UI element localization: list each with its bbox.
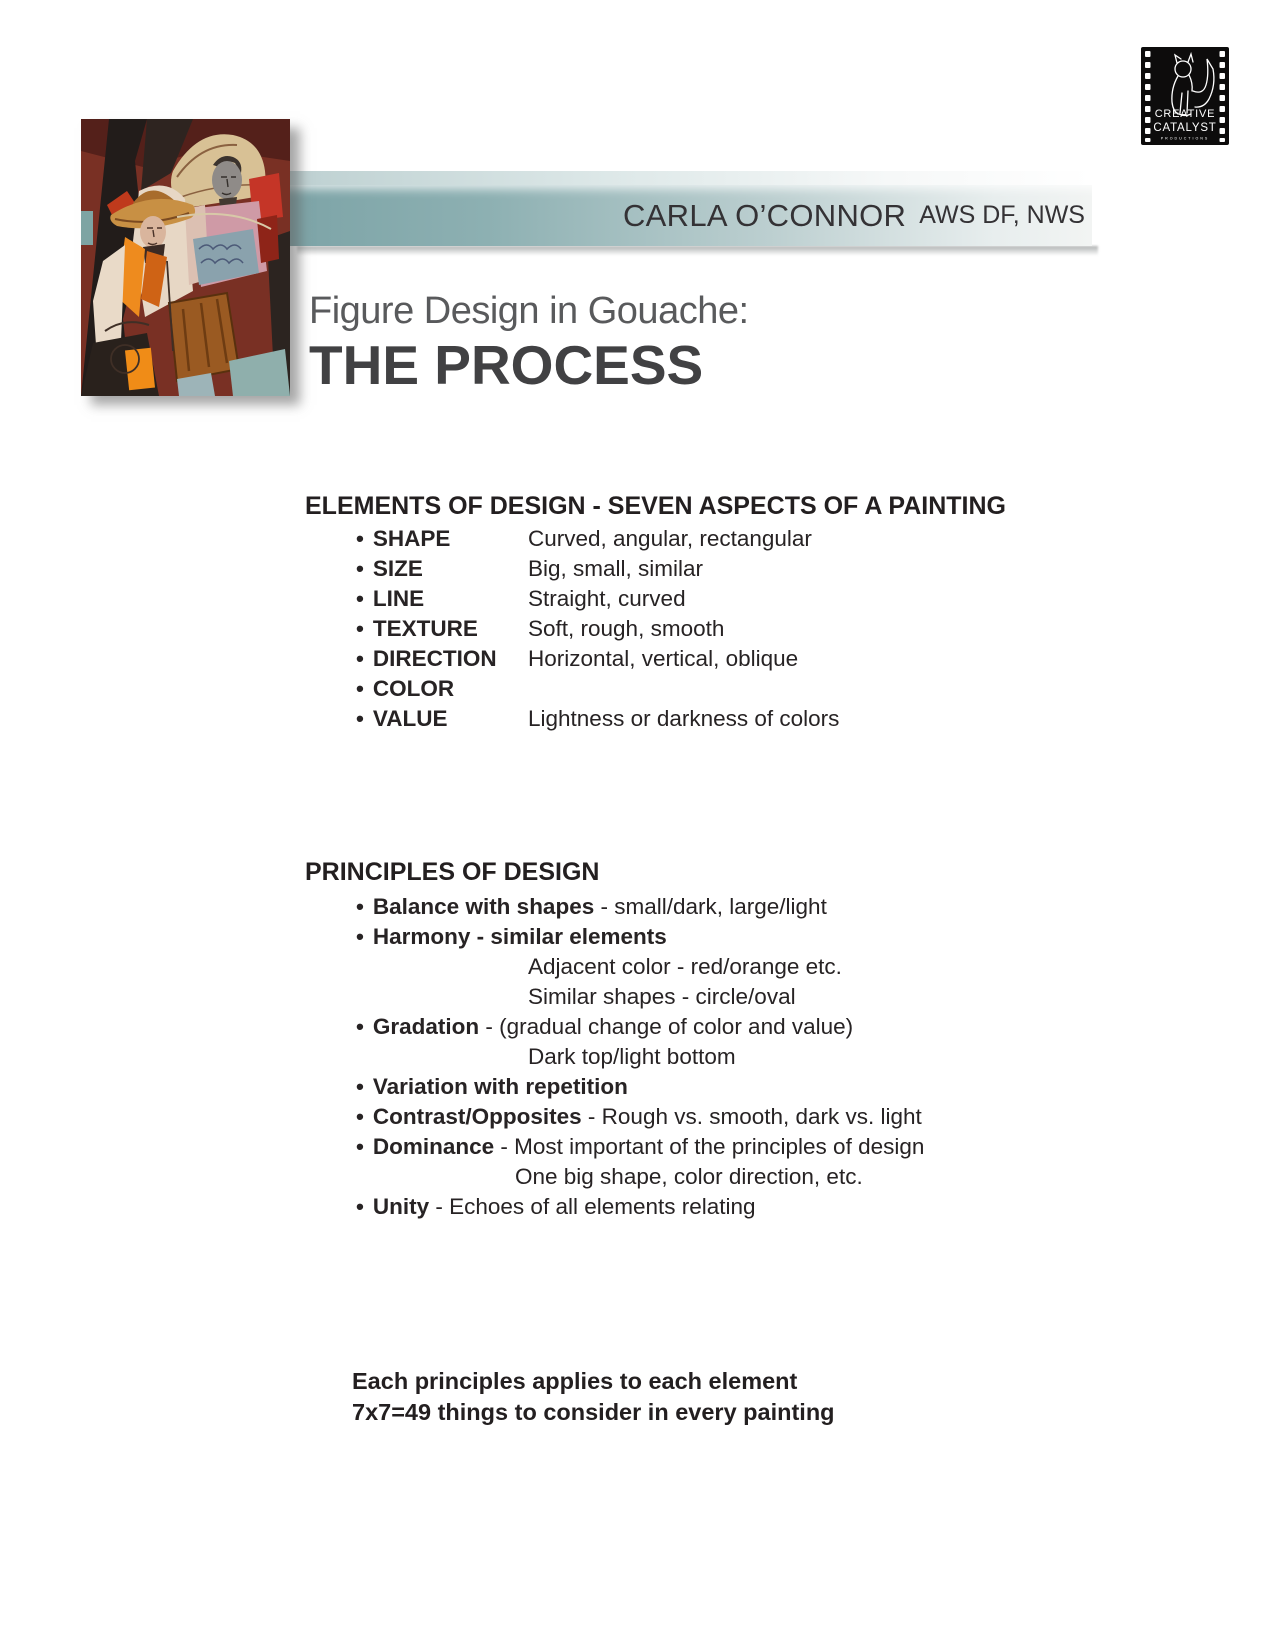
bullet-marker: • xyxy=(356,616,364,641)
list-item xyxy=(305,584,1075,614)
list-subitem xyxy=(305,1162,1125,1192)
list-item xyxy=(305,1132,1125,1162)
element-desc: Horizontal, vertical, oblique xyxy=(528,646,799,671)
elements-heading: ELEMENTS OF DESIGN - SEVEN ASPECTS OF A PAINTING xyxy=(305,492,1006,520)
element-desc xyxy=(528,674,1075,704)
principle-term: Balance with shapes xyxy=(372,894,595,919)
principle-term: Dominance xyxy=(372,1134,495,1159)
list-subitem xyxy=(305,982,1125,1012)
element-term: SHAPE xyxy=(372,526,451,551)
bullet-marker: • xyxy=(356,1194,364,1219)
principles-of-design-section xyxy=(305,858,1125,1222)
element-desc: Straight, curved xyxy=(528,586,686,611)
bullet-marker: • xyxy=(356,1134,364,1159)
principle-subtext: Adjacent color - red/orange etc. xyxy=(528,954,842,979)
elements-list xyxy=(305,524,1075,734)
principle-subtext: One big shape, color direction, etc. xyxy=(515,1164,863,1189)
artist-name: CARLA O’CONNOR xyxy=(623,197,907,233)
principle-term: Contrast/Opposites xyxy=(372,1104,582,1129)
list-item xyxy=(305,1102,1125,1132)
bullet-marker: • xyxy=(356,924,364,949)
list-item xyxy=(305,1192,1125,1222)
element-desc: Curved, angular, rectangular xyxy=(528,526,812,551)
principle-desc: - Most important of the principles of design xyxy=(494,1134,925,1159)
bullet-marker: • xyxy=(356,676,364,701)
page-subtitle: Figure Design in Gouache: xyxy=(309,290,749,332)
list-item xyxy=(305,554,1075,584)
element-desc: Soft, rough, smooth xyxy=(528,616,725,641)
bullet-marker: • xyxy=(356,1074,364,1099)
filmstrip-logo-icon xyxy=(1141,47,1229,145)
list-item xyxy=(305,1012,1125,1042)
list-item xyxy=(305,524,1075,554)
list-item xyxy=(305,704,1075,734)
element-desc: Big, small, similar xyxy=(528,556,704,581)
list-subitem xyxy=(305,1042,1125,1072)
principle-desc: - Rough vs. smooth, dark vs. light xyxy=(581,1104,922,1129)
gouache-painting-thumbnail xyxy=(81,119,290,396)
principle-desc: - small/dark, large/light xyxy=(594,894,827,919)
principle-subtext: Dark top/light bottom xyxy=(528,1044,736,1069)
creative-catalyst-logo xyxy=(1141,47,1229,145)
logo-text-productions: PRODUCTIONS xyxy=(1160,136,1210,141)
element-term: DIRECTION xyxy=(372,646,497,671)
summary-line-1: Each principles applies to each element xyxy=(352,1368,798,1394)
bullet-marker: • xyxy=(356,526,364,551)
artist-credentials: AWS DF, NWS xyxy=(919,201,1085,229)
element-term: COLOR xyxy=(372,676,455,701)
principle-term: Harmony - similar elements xyxy=(372,924,667,949)
list-subitem xyxy=(305,952,1125,982)
principles-heading: PRINCIPLES OF DESIGN xyxy=(305,858,600,886)
principle-subtext: Similar shapes - circle/oval xyxy=(528,984,796,1009)
bullet-marker: • xyxy=(356,1104,364,1129)
bullet-marker: • xyxy=(356,556,364,581)
principle-term: Gradation xyxy=(372,1014,480,1039)
list-item xyxy=(305,614,1075,644)
bullet-marker: • xyxy=(356,706,364,731)
elements-of-design-section xyxy=(305,492,1075,734)
bullet-marker: • xyxy=(356,894,364,919)
principle-term: Unity xyxy=(372,1194,430,1219)
list-item xyxy=(305,674,1075,704)
element-desc: Lightness or darkness of colors xyxy=(528,706,840,731)
principle-desc: - (gradual change of color and value) xyxy=(479,1014,854,1039)
artist-banner xyxy=(286,185,1092,246)
banner-top-highlight xyxy=(286,171,1092,185)
logo-text-catalyst: CATALYST xyxy=(1153,122,1217,134)
list-item xyxy=(305,922,1125,952)
summary-line-2: 7x7=49 things to consider in every painting xyxy=(352,1399,835,1425)
painting-artwork xyxy=(81,119,290,396)
list-item xyxy=(305,1072,1125,1102)
bullet-marker: • xyxy=(356,586,364,611)
logo-text-creative: CREATIVE xyxy=(1154,108,1216,120)
element-term: LINE xyxy=(372,586,425,611)
principle-term: Variation with repetition xyxy=(372,1074,628,1099)
bullet-marker: • xyxy=(356,1014,364,1039)
element-term: TEXTURE xyxy=(372,616,478,641)
element-term: SIZE xyxy=(372,556,423,581)
bullet-marker: • xyxy=(356,646,364,671)
principle-desc: - Echoes of all elements relating xyxy=(429,1194,756,1219)
page-title: THE PROCESS xyxy=(309,334,704,396)
list-item xyxy=(305,892,1125,922)
element-term: VALUE xyxy=(372,706,448,731)
banner-drop-shadow xyxy=(297,246,1098,255)
principles-list xyxy=(305,892,1125,1222)
list-item xyxy=(305,644,1075,674)
summary-note xyxy=(352,1366,835,1428)
page-title-block xyxy=(309,288,749,394)
